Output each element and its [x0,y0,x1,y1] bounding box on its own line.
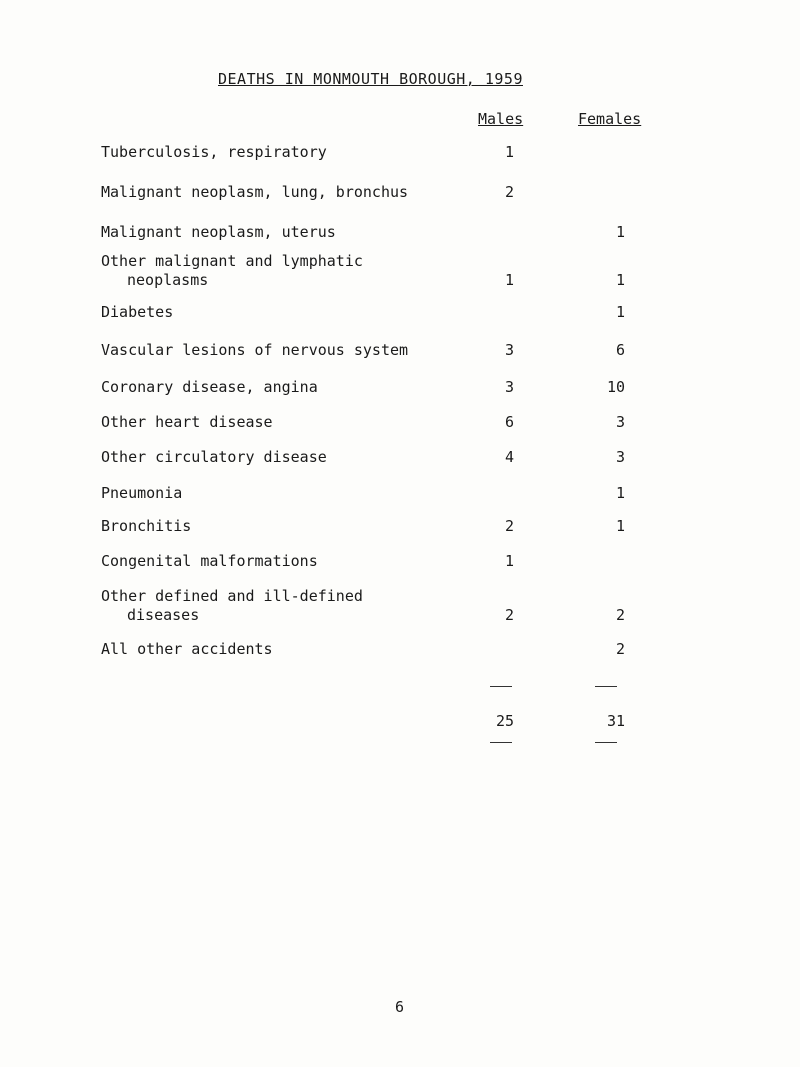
total-rule-top-females [595,686,617,687]
cause-label [101,413,273,432]
page-title: DEATHS IN MONMOUTH BOROUGH, 1959 [218,70,523,88]
cause-label-line1: Malignant neoplasm, lung, bronchus [101,183,409,201]
cause-label-line1: Other malignant and lymphatic [101,252,363,270]
cause-label-line1: Other heart disease [101,413,273,431]
males-value: 2 [504,517,514,535]
cause-label [101,183,408,202]
females-value: 1 [615,223,625,241]
cause-label-line2: neoplasms [127,271,209,289]
cause-label [101,517,191,536]
males-value: 2 [504,606,514,624]
cause-label [101,341,408,360]
cause-label-line1: Malignant neoplasm, uterus [101,223,336,241]
males-value: 3 [504,341,514,359]
total-rule-bottom-females [595,742,617,743]
column-header-females: Females [578,110,642,128]
total-rule-bottom-males [490,742,512,743]
females-value: 1 [615,517,625,535]
cause-label [101,378,318,397]
cause-label-line1: Other circulatory disease [101,448,327,466]
males-value: 3 [504,378,514,396]
cause-label-line1: Coronary disease, angina [101,378,318,396]
females-value: 6 [615,341,625,359]
cause-label [101,448,327,467]
total-rule-top-males [490,686,512,687]
females-value: 2 [615,606,625,624]
males-value: 1 [504,271,514,289]
cause-label [101,303,173,322]
page-number: 6 [395,998,405,1016]
males-value: 1 [504,143,514,161]
cause-label-line1: Tuberculosis, respiratory [101,143,327,161]
cause-label-line1: Other defined and ill-defined [101,587,363,605]
cause-label-line1: Diabetes [101,303,174,321]
females-value: 10 [606,378,625,396]
males-value: 6 [504,413,514,431]
females-value: 1 [615,484,625,502]
cause-label-line1: Pneumonia [101,484,183,502]
cause-label [101,143,327,162]
cause-label [101,587,363,625]
cause-label [101,640,273,659]
total-males: 25 [495,712,514,730]
column-header-males: Males [478,110,524,128]
males-value: 2 [504,183,514,201]
females-value: 1 [615,271,625,289]
females-value: 3 [615,448,625,466]
males-value: 1 [504,552,514,570]
males-value: 4 [504,448,514,466]
cause-label-line1: All other accidents [101,640,273,658]
females-value: 3 [615,413,625,431]
cause-label-line1: Vascular lesions of nervous system [101,341,409,359]
cause-label [101,223,336,242]
cause-label-line2: diseases [127,606,200,624]
cause-label [101,252,363,290]
cause-label [101,552,318,571]
cause-label-line1: Bronchitis [101,517,192,535]
females-value: 2 [615,640,625,658]
total-females: 31 [606,712,625,730]
females-value: 1 [615,303,625,321]
cause-label-line1: Congenital malformations [101,552,318,570]
cause-label [101,484,182,503]
